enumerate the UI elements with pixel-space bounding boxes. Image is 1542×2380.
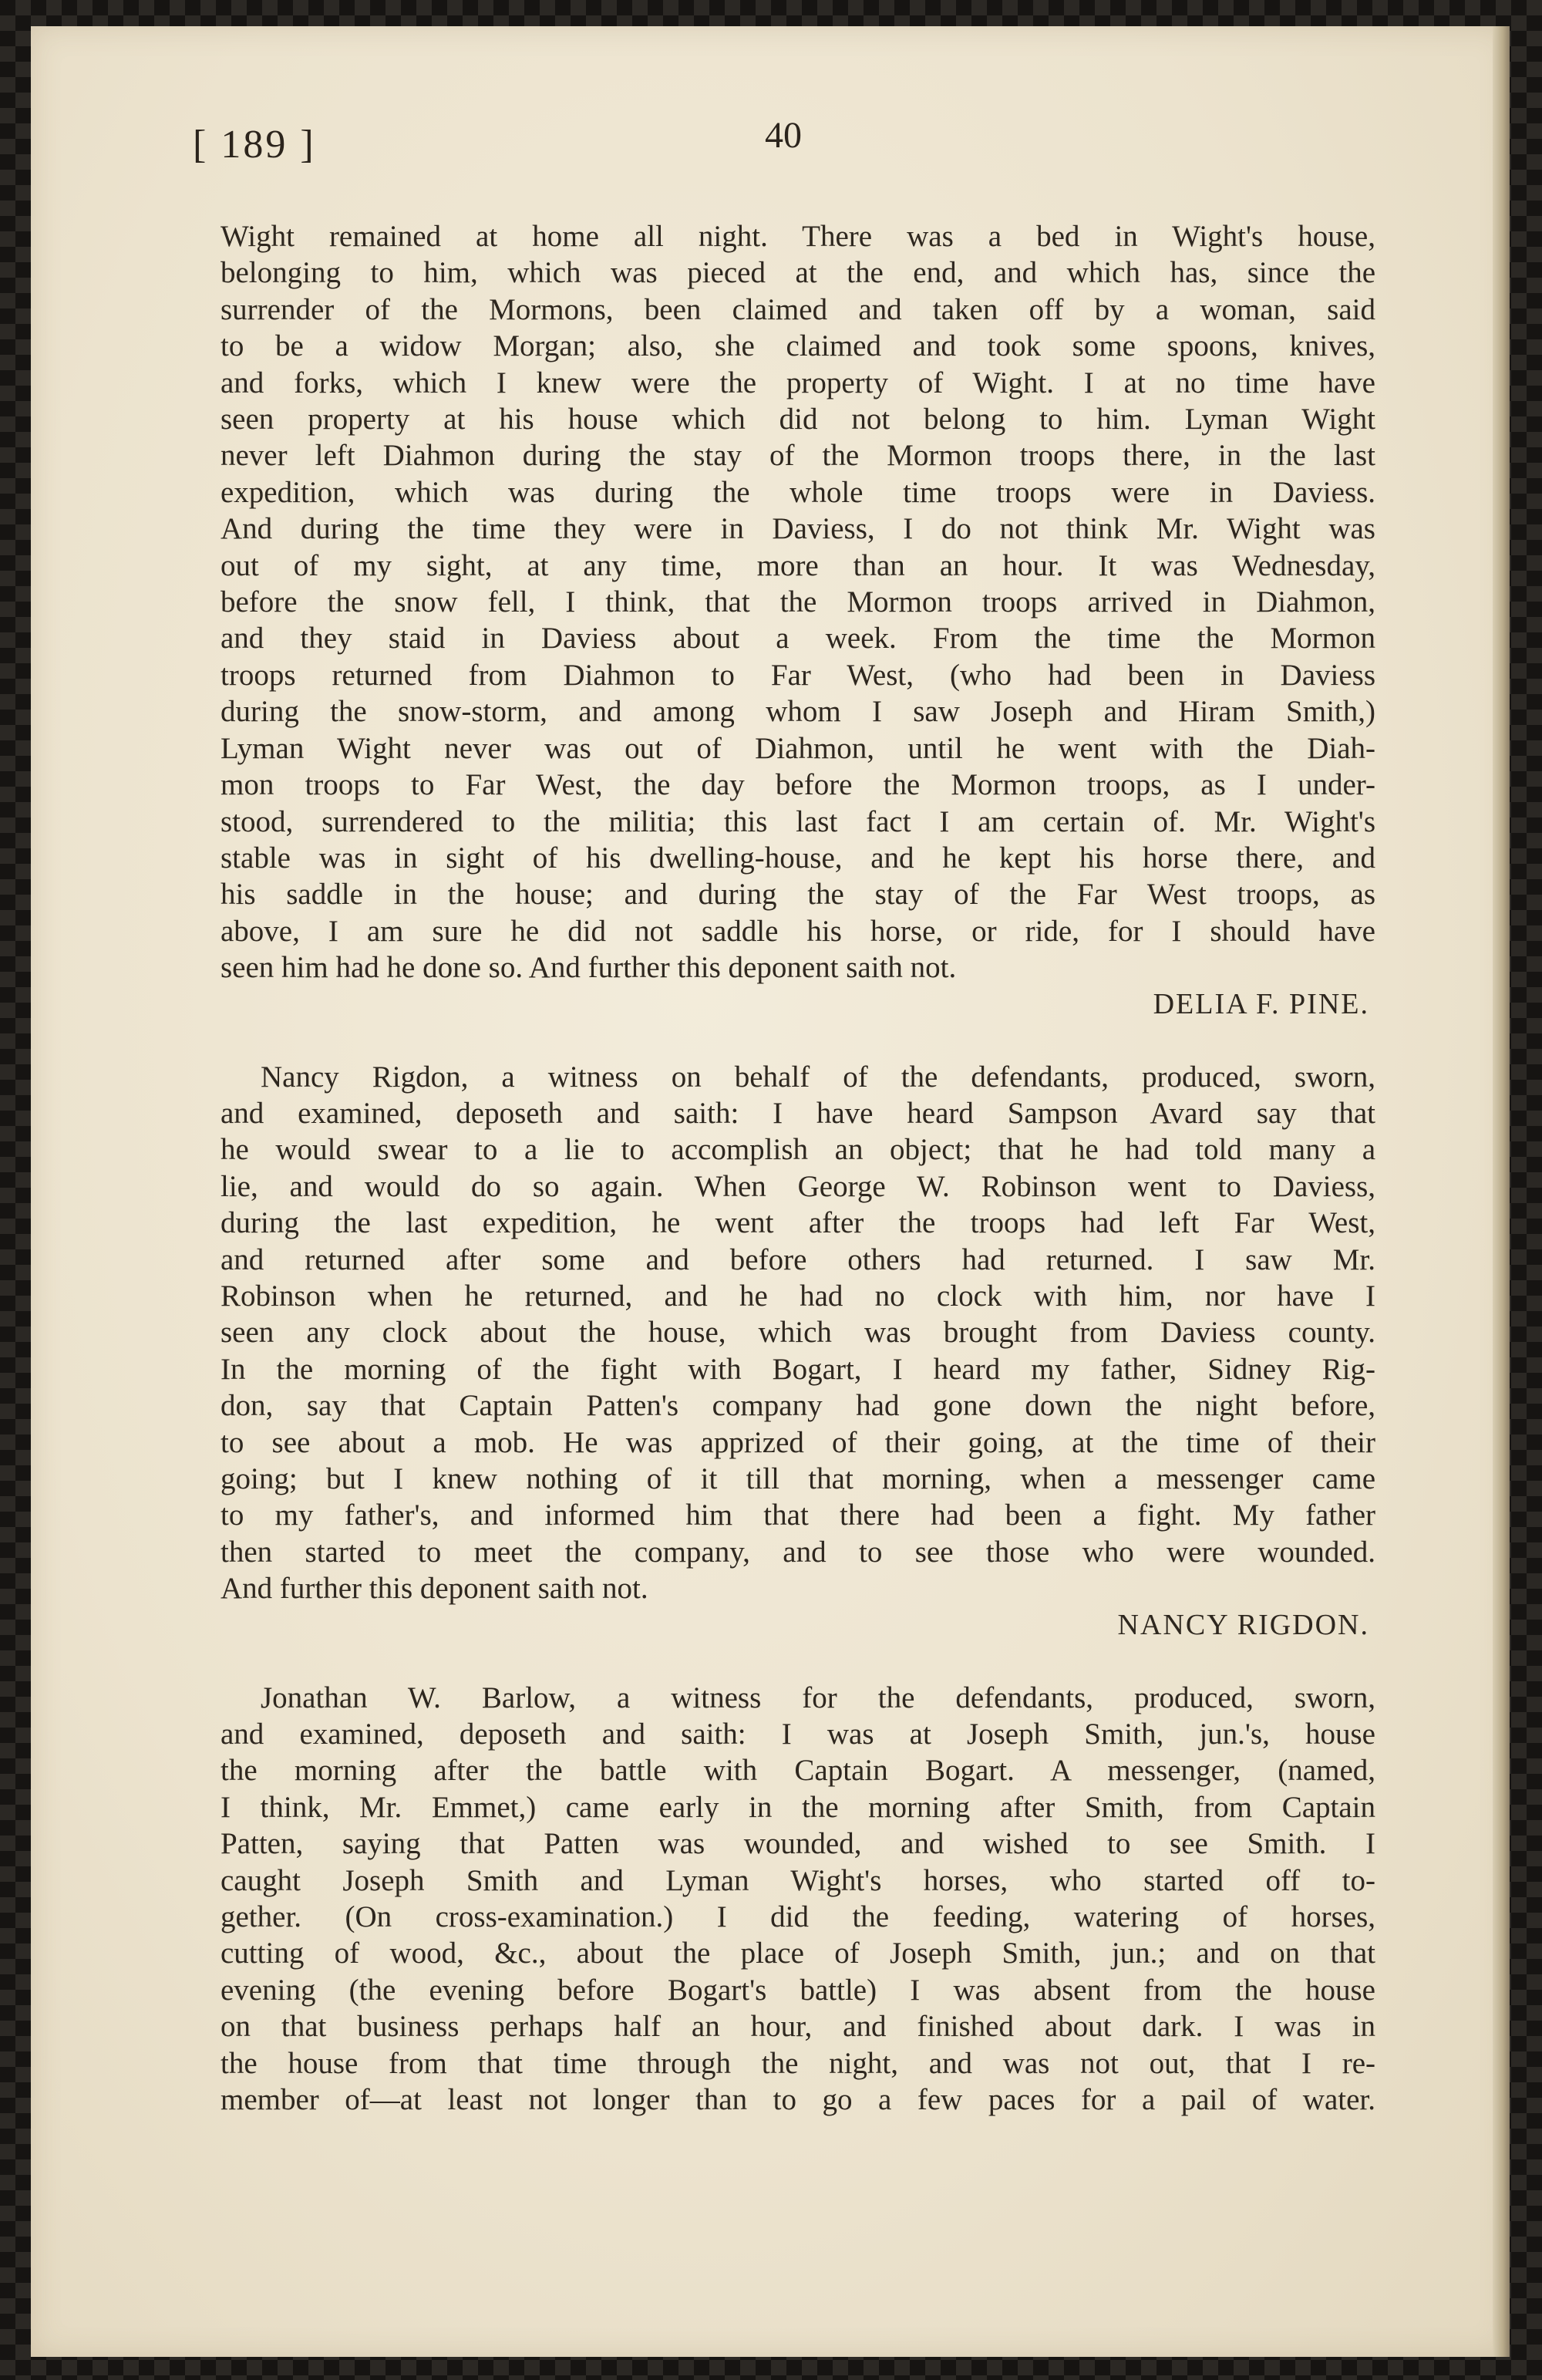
- text-line: evening (the evening before Bogart's battle) I was absent from the house: [221, 1973, 1375, 2007]
- page-header: [193, 115, 825, 184]
- signature-delia-pine: DELIA F. PINE.: [1153, 987, 1369, 1020]
- body-text: [221, 218, 1375, 2119]
- paragraph-spacer: [221, 1023, 1375, 1059]
- deposition-paragraph-2: [221, 1059, 1375, 1607]
- text-line: never left Diahmon during the stay of the Mormon troops there, in the last: [221, 439, 1375, 473]
- text-line: I think, Mr. Emmet,) came early in the morning after Smith, from Captain: [221, 1790, 1375, 1824]
- text-line: he would swear to a lie to accomplish an object; that he had told many a: [221, 1133, 1375, 1167]
- text-line: above, I am sure he did not saddle his horse, or ride, for I should have: [221, 914, 1375, 948]
- text-line: stable was in sight of his dwelling-house, and he kept his horse there, and: [221, 841, 1375, 875]
- text-line: and returned after some and before others had returned. I saw Mr.: [221, 1242, 1375, 1276]
- text-line: Lyman Wight never was out of Diahmon, until he went with the Diah-: [221, 731, 1375, 765]
- text-line: Robinson when he returned, and he had no clock with him, nor have I: [221, 1279, 1375, 1313]
- text-line: during the last expedition, he went after the troops had left Far West,: [221, 1206, 1375, 1240]
- text-line: Patten, saying that Patten was wounded, and wished to see Smith. I: [221, 1827, 1375, 1861]
- text-line: don, say that Captain Patten's company had gone down the night before,: [221, 1389, 1375, 1423]
- text-line: expedition, which was during the whole time troops were in Daviess.: [221, 475, 1375, 509]
- text-line: then started to meet the company, and to see those who were wounded.: [221, 1535, 1375, 1569]
- text-line: seen any clock about the house, which was brought from Daviess county.: [221, 1316, 1375, 1350]
- text-line: and examined, deposeth and saith: I was at Joseph Smith, jun.'s, house: [221, 1718, 1375, 1751]
- text-line: going; but I knew nothing of it till that morning, when a messenger came: [221, 1462, 1375, 1495]
- text-line: to see about a mob. He was apprized of their going, at the time of their: [221, 1425, 1375, 1459]
- deposition-paragraph-3: [221, 1680, 1375, 2119]
- text-line: And further this deponent saith not.: [221, 1572, 648, 1606]
- text-line: seen him had he done so. And further this deponent saith not.: [221, 951, 957, 985]
- text-line: and they staid in Daviess about a week. From the time the Mormon: [221, 622, 1375, 656]
- text-line: Jonathan W. Barlow, a witness for the defendants, produced, sworn,: [261, 1680, 1375, 1714]
- text-line: out of my sight, at any time, more than an hour. It was Wednesday,: [221, 548, 1375, 582]
- text-line: Wight remained at home all night. There was a bed in Wight's house,: [221, 220, 1375, 253]
- text-line: on that business perhaps half an hour, and finished about dark. I was in: [221, 2010, 1375, 2044]
- text-line: the morning after the battle with Captain Bogart. A messenger, (named,: [221, 1754, 1375, 1788]
- text-line: lie, and would do so again. When George W. Robinson went to Daviess,: [221, 1169, 1375, 1203]
- signature-nancy-rigdon: NANCY RIGDON.: [1117, 1608, 1369, 1641]
- text-line: gether. (On cross-examination.) I did the feeding, watering of horses,: [221, 1900, 1375, 1934]
- page-number: 40: [765, 115, 802, 156]
- page-binding-edge: [1493, 26, 1510, 2357]
- text-line: cutting of wood, &c., about the place of Joseph Smith, jun.; and on that: [221, 1937, 1375, 1970]
- text-line: caught Joseph Smith and Lyman Wight's horses, who started off to-: [221, 1863, 1375, 1897]
- text-line: surrender of the Mormons, been claimed and taken off by a woman, said: [221, 292, 1375, 326]
- text-line: Nancy Rigdon, a witness on behalf of the defendants, produced, sworn,: [261, 1060, 1375, 1094]
- text-line: to my father's, and informed him that there had been a fight. My father: [221, 1498, 1375, 1532]
- text-line: and examined, deposeth and saith: I have heard Sampson Avard say that: [221, 1096, 1375, 1130]
- text-line: And during the time they were in Daviess, I do not think Mr. Wight was: [221, 512, 1375, 546]
- text-line: the house from that time through the night, and was not out, that I re-: [221, 2046, 1375, 2080]
- text-line: and forks, which I knew were the property of Wight. I at no time have: [221, 366, 1375, 399]
- deposition-paragraph-1: [221, 218, 1375, 986]
- text-line: before the snow fell, I think, that the Mormon troops arrived in Diahmon,: [221, 585, 1375, 619]
- text-line: seen property at his house which did not belong to him. Lyman Wight: [221, 403, 1375, 437]
- text-line: troops returned from Diahmon to Far West, (who had been in Daviess: [221, 658, 1375, 692]
- document-reference-number: [ 189 ]: [193, 123, 316, 167]
- text-line: belonging to him, which was pieced at the end, and which has, since the: [221, 256, 1375, 290]
- text-line: during the snow-storm, and among whom I saw Joseph and Hiram Smith,): [221, 695, 1375, 729]
- text-line: to be a widow Morgan; also, she claimed and took some spoons, knives,: [221, 329, 1375, 363]
- text-line: mon troops to Far West, the day before the Mormon troops, as I under-: [221, 768, 1375, 802]
- text-line: member of—at least not longer than to go a few paces for a pail of water.: [221, 2083, 1375, 2117]
- text-line: stood, surrendered to the militia; this last fact I am certain of. Mr. Wight's: [221, 804, 1375, 838]
- text-line: In the morning of the fight with Bogart, I heard my father, Sidney Rig-: [221, 1352, 1375, 1386]
- paragraph-spacer: [221, 1643, 1375, 1680]
- text-line: his saddle in the house; and during the stay of the Far West troops, as: [221, 878, 1375, 912]
